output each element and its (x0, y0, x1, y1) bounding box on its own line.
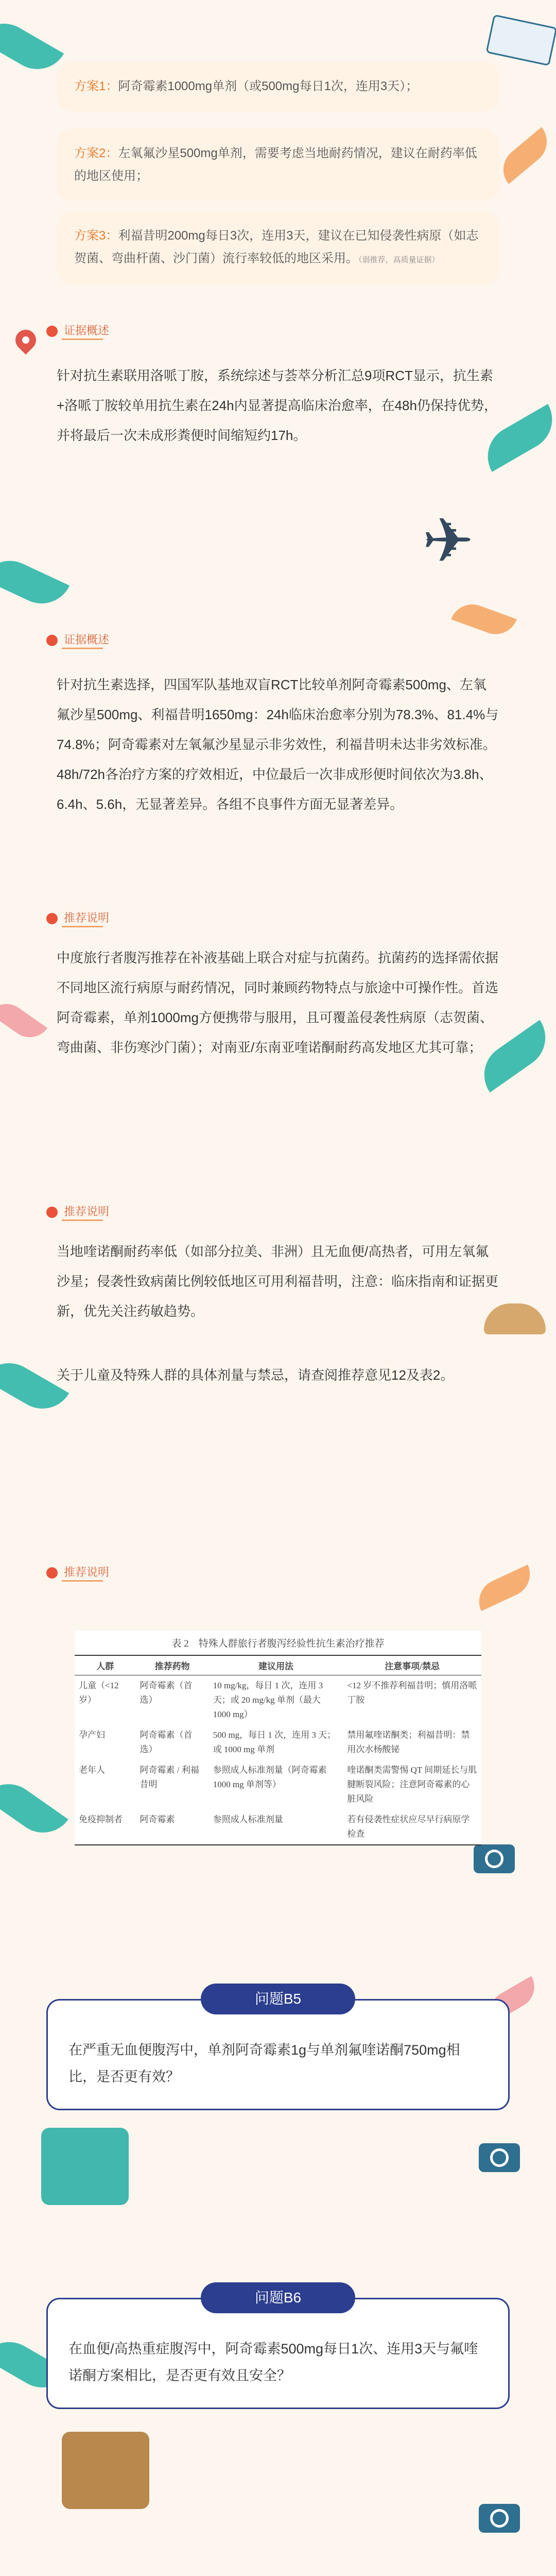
plan-1-card (57, 62, 499, 111)
map-pin-icon (11, 326, 41, 355)
table-cell: 喹诺酮类需警惕 QT 间期延长与肌腱断裂风险；注意阿奇霉素的心脏风险 (347, 1765, 477, 1804)
recommendation-paragraph: 当地喹诺酮耐药率低（如部分拉美、非洲）且无血便/高热者，可用左氧氟沙星；侵袭性致病菌比例较低地区可用利福昔明，注意：临床指南和证据更新，优先关注药敏趋势。 (57, 1244, 499, 1319)
plan-label: 方案3： (74, 229, 118, 243)
section-tag: 推荐说明 (46, 1561, 117, 1584)
leaf-decoration-icon (451, 598, 517, 640)
suitcase-icon (62, 2432, 149, 2509)
table-cell: 若有侵袭性症状应尽早行病原学检查 (347, 1815, 470, 1839)
leaf-decoration-icon (472, 1565, 537, 1612)
table-title: 表 2 特殊人群旅行者腹泻经验性抗生素治疗推荐 (171, 1638, 385, 1649)
table-cell: 参照成人标准剂量 (213, 1815, 283, 1824)
camera-icon (479, 2504, 520, 2533)
section-tag: 证据概述 (46, 319, 117, 342)
camera-icon (474, 1844, 515, 1873)
question-b6-box (46, 2298, 510, 2409)
evidence-paragraph: 针对抗生素选择，四国军队基地双盲RCT比较单剂阿奇霉素500mg、左氧氟沙星500mg、利福昔明1650mg：24h临床治愈率分别为78.3%、81.4%与74.8%；阿奇霉素对左氧氟沙星显示非劣效性，利福昔明未达非劣效标准。48h/72h各治疗方案的疗效相近，中位最后一次非成形便时间依次为3.8h、6.4h、5.6h，无显著差异。各组不良事件方面无显著差异。 (57, 677, 499, 812)
column-header: 注意事项/禁忌 (385, 1662, 440, 1671)
leaf-decoration-icon (0, 995, 47, 1045)
column-header: 人群 (96, 1662, 114, 1671)
section-tag: 推荐说明 (46, 907, 117, 929)
question-b6-title: 问题B6 (201, 2282, 355, 2313)
section-tag: 推荐说明 (46, 1200, 117, 1223)
table (75, 1655, 481, 1845)
table-cell: 阿奇霉素（首选） (140, 1681, 193, 1705)
plan-text: 阿奇霉素1000mg单剂（或500mg每日1次，连用3天）； (118, 79, 419, 93)
table-cell: 阿奇霉素 / 利福昔明 (140, 1765, 199, 1789)
table-header-row (75, 1655, 481, 1675)
airplane-icon: ✈ (422, 506, 474, 575)
question-text: 在血便/高热重症腹泻中，阿奇霉素500mg每日1次、连用3天与氟喹诺酮方案相比，是否更有效且安全？ (68, 2341, 478, 2383)
table-cell: 500 mg，每日 1 次，连用 3 天；或 1000 mg 单剂 (213, 1730, 336, 1754)
plan-3-card (57, 211, 499, 285)
table-cell: 禁用氟喹诺酮类；利福昔明：禁用次水杨酸铋 (347, 1730, 470, 1754)
table-cell: 免疫抑制者 (79, 1815, 123, 1824)
plan-label: 方案2： (74, 146, 118, 160)
table-cell: <12 岁不推荐利福昔明；慎用洛哌丁胺 (347, 1681, 477, 1705)
table-cell: 儿童（<12 岁） (79, 1681, 119, 1705)
plan-label: 方案1： (74, 79, 118, 93)
column-header: 建议用法 (258, 1662, 294, 1671)
plan-text: 利福昔明200mg每日3次，连用3天，建议在已知侵袭性病原（如志贺菌、弯曲杆菌、沙门菌）流行率较低的地区采用。 (74, 229, 479, 265)
table-cell: 孕产妇 (79, 1730, 105, 1740)
plan-2-card (57, 129, 499, 201)
ticket-icon (485, 14, 556, 66)
table-cell: 参照成人标准剂量（阿奇霉素 1000 mg 单剂等） (213, 1765, 327, 1789)
table-row (75, 1675, 481, 1725)
column-header: 推荐药物 (154, 1662, 190, 1671)
table-row (75, 1809, 481, 1845)
table-cell: 阿奇霉素（首选） (140, 1730, 193, 1754)
leaf-decoration-icon (0, 1772, 68, 1845)
evidence-note: （弱推荐，高质量证据） (358, 256, 440, 264)
table-cell: 老年人 (79, 1765, 105, 1775)
question-text: 在严重无血便腹泻中，单剂阿奇霉素1g与单剂氟喹诺酮750mg相比，是否更有效？ (68, 2042, 460, 2084)
special-population-table (75, 1631, 481, 1845)
leaf-decoration-icon (494, 127, 556, 184)
evidence-paragraph: 针对抗生素联用洛哌丁胺，系统综述与荟萃分析汇总9项RCT显示，抗生素+洛哌丁胺较单用抗生素在24h内显著提高临床治愈率，在48h仍保持优势，并将最后一次未成形粪便时间缩短约17h。 (57, 368, 497, 443)
table-cell: 阿奇霉素 (140, 1815, 175, 1824)
section-tag: 证据概述 (46, 629, 117, 651)
table-row (75, 1725, 481, 1760)
leaf-decoration-icon (0, 551, 70, 614)
recommendation-paragraph: 中度旅行者腹泻推荐在补液基础上联合对症与抗菌药。抗菌药的选择需依据不同地区流行病原与耐药情况，同时兼顾药物特点与旅途中可操作性。首选阿奇霉素，单剂1000mg方便携带与服用，且可覆盖侵袭性病原（志贺菌、弯曲菌、非伤寒沙门菌）；对南亚/东南亚喹诺酮耐药高发地区尤其可靠； (57, 950, 499, 1055)
table-row (75, 1760, 481, 1809)
table-cell: 10 mg/kg，每日 1 次，连用 3 天；或 20 mg/kg 单剂（最大 1000 mg） (213, 1681, 323, 1719)
leaf-decoration-icon (0, 12, 64, 80)
camera-icon (479, 2143, 520, 2172)
question-b5-box (46, 1999, 510, 2110)
suitcase-icon (41, 2128, 129, 2205)
recommendation-paragraph: 关于儿童及特殊人群的具体剂量与禁忌，请查阅推荐意见12及表2。 (57, 1367, 454, 1383)
plan-text: 左氧氟沙星500mg单剂，需要考虑当地耐药情况，建议在耐药率低的地区使用； (74, 146, 477, 183)
question-b5-title: 问题B5 (201, 1984, 355, 2014)
